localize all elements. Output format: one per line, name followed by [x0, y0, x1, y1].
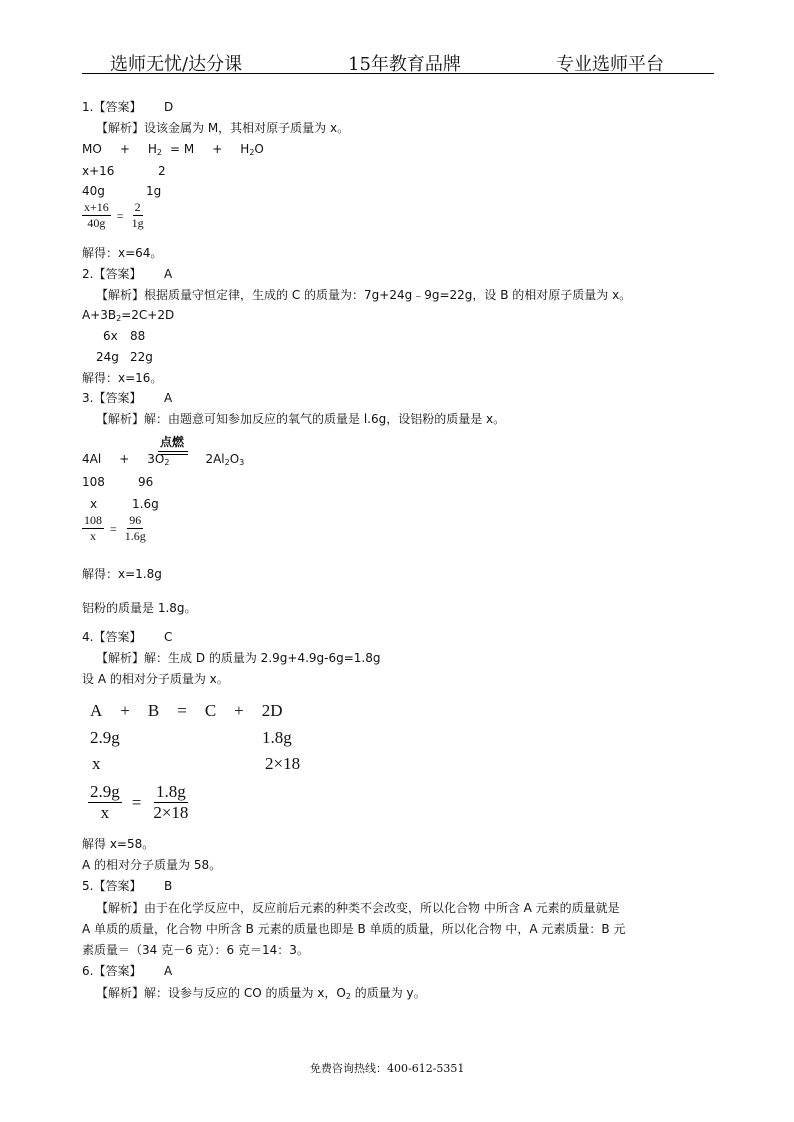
- q1-equation: MO + $H_2 = M + H_2O$: [82, 142, 264, 157]
- q3-condition: 点燃: [160, 435, 185, 449]
- q4-row1-a: 2.9g: [90, 728, 120, 747]
- q4-conclusion: A 的相对分子质量为 58。: [82, 858, 222, 872]
- q2-solve: 解得：x=16。: [82, 371, 163, 385]
- q2-row1-a: 6x: [103, 329, 118, 343]
- q1-row2-a: 40g: [82, 184, 105, 198]
- q5-answer-label: 5.【答案】: [82, 879, 142, 893]
- q1-analysis: 【解析】设该金属为 M，其相对原子质量为 x。: [96, 121, 350, 135]
- q3-solve: 解得：x=1.8g: [82, 567, 162, 581]
- q1-row2-b: 1g: [146, 184, 162, 198]
- q1-row1-a: x+16: [82, 164, 115, 178]
- header-left: 选师无忧/达分课: [110, 54, 243, 75]
- q3-equation: $4Al + 3O_2$ $2Al_2O_3$: [82, 452, 245, 467]
- q4-equation: A + B = C + 2D: [90, 701, 283, 720]
- footer-hotline: 免费咨询热线：400-612-5351: [310, 1062, 465, 1075]
- header-right: 专业选师平台: [556, 54, 664, 75]
- q3-conclusion: 铝粉的质量是 1.8g。: [82, 601, 197, 615]
- q2-equation: $A+3B_2=2C+2D$: [82, 308, 175, 323]
- q2-answer-label: 2.【答案】: [82, 267, 142, 281]
- q5-analysis-line3: 素质量＝（34 克－6 克）：6 克＝14：3。: [82, 943, 309, 957]
- q2-row1-b: 88: [130, 329, 146, 343]
- q6-analysis: 【解析】解：设参与反应的 CO 的质量为 x，$O_2$ 的质量为 y。: [96, 986, 426, 1001]
- q3-proportion: $\frac{108}{x}$ = $\frac{96}{1.6g}$: [84, 513, 146, 543]
- q4-proportion: $\frac{2.9g}{x}$ = $\frac{1.8g}{2\times 18}$: [90, 782, 189, 822]
- q4-answer: C: [164, 630, 173, 644]
- q4-analysis: 【解析】解：生成 D 的质量为 2.9g+4.9g-6g=1.8g: [96, 651, 381, 665]
- q1-answer: D: [164, 100, 174, 114]
- q1-answer-label: 1.【答案】: [82, 100, 142, 114]
- q2-answer: A: [164, 267, 173, 281]
- q6-answer-label: 6.【答案】: [82, 964, 142, 978]
- q1-solve: 解得：x=64。: [82, 246, 163, 260]
- q5-answer: B: [164, 879, 173, 893]
- q3-answer: A: [164, 391, 173, 405]
- q1-proportion: $\frac{x+16}{40g}$ = $\frac{2}{1g}$: [84, 200, 144, 230]
- q4-assume: 设 A 的相对分子质量为 x。: [82, 672, 229, 686]
- q5-analysis-line2: A 单质的质量，化合物 中所含 B 元素的质量也即是 B 单质的质量，所以化合物 中，A 元素质量：B 元: [82, 922, 626, 936]
- q4-row1-b: 1.8g: [262, 728, 292, 747]
- header-rule: [82, 73, 714, 74]
- q3-row2-b: 1.6g: [132, 497, 159, 511]
- q3-analysis: 【解析】解：由题意可知参加反应的氧气的质量是 l.6g，设铝粉的质量是 x。: [96, 412, 506, 426]
- q3-row1-b: 96: [138, 475, 154, 489]
- q6-answer: A: [164, 964, 173, 978]
- q2-analysis: 【解析】根据质量守恒定律，生成的 C 的质量为：7g+24g﹣9g=22g，设 B 的相对原子质量为 x。: [96, 288, 632, 302]
- q5-analysis-line1: 【解析】由于在化学反应中，反应前后元素的种类不会改变，所以化合物 中所含 A 元素的质量就是: [96, 901, 620, 915]
- q4-row2-a: x: [92, 754, 101, 773]
- q3-row1-a: 108: [82, 475, 105, 489]
- header-center: 15年教育品牌: [348, 54, 461, 75]
- q4-solve: 解得 x=58。: [82, 837, 155, 851]
- q2-row2-b: 22g: [130, 350, 153, 364]
- q4-answer-label: 4.【答案】: [82, 630, 142, 644]
- q3-row2-a: x: [90, 497, 98, 511]
- q4-row2-b: 2×18: [265, 754, 301, 773]
- q3-answer-label: 3.【答案】: [82, 391, 142, 405]
- q1-row1-b: 2: [158, 164, 166, 178]
- q2-row2-a: 24g: [96, 350, 119, 364]
